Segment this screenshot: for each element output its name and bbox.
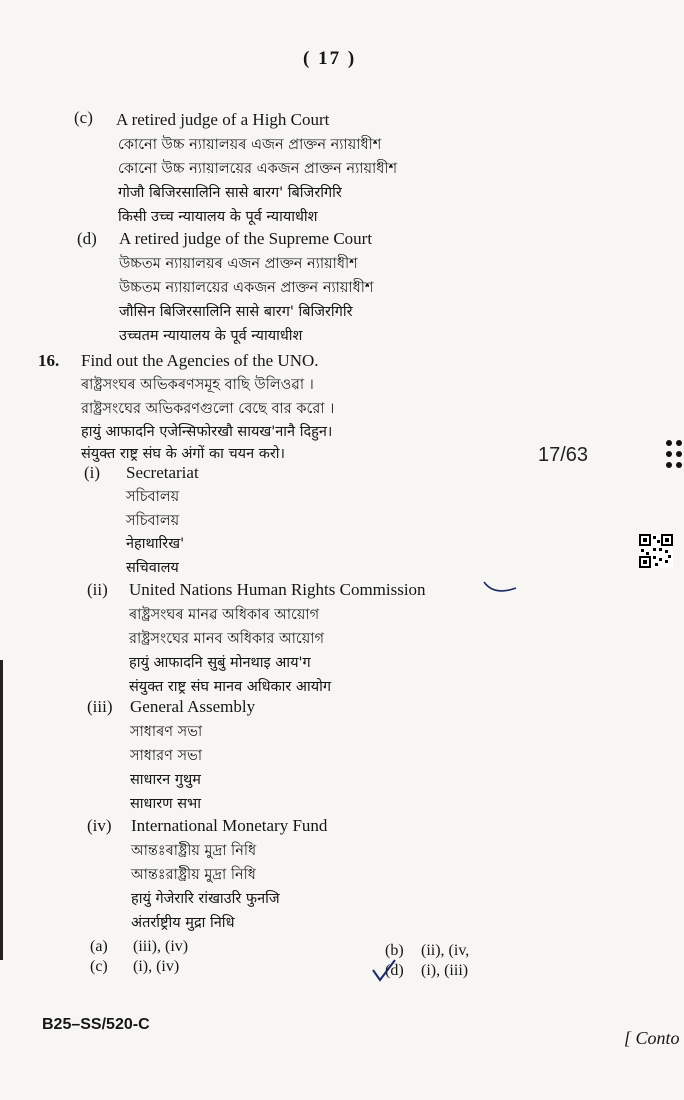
option-d-line: উচ্চতম ন্যায়ালয়ের একজন প্রাক্তন ন্যায়াধীশ xyxy=(119,280,374,296)
item-line: সচিবালয় xyxy=(126,513,180,529)
item-line: साधारण सभा xyxy=(130,796,202,812)
qr-code-icon[interactable] xyxy=(639,534,673,568)
option-d-english: A retired judge of the Supreme Court xyxy=(119,229,373,248)
option-c-line: गोजौ बिजिरसालिनि सासे बारग' बिजिरगिरि xyxy=(118,185,342,201)
item-line: ৰাষ্ট্ৰসংঘৰ মানৱ অধিকাৰ আয়োগ xyxy=(129,607,320,623)
answer-text: (ii), (iv, xyxy=(421,942,470,959)
continued-note: [ Conto xyxy=(624,1028,680,1048)
option-c-line: किसी उच्च न्यायालय के पूर्व न्यायाधीश xyxy=(118,209,318,225)
item-line: আন্তঃরাষ্ট্রীয় মুদ্রা নিধি xyxy=(131,867,256,883)
item-english: International Monetary Fund xyxy=(131,816,328,835)
answer-text: (i), (iii) xyxy=(421,962,469,979)
page-number: ( 17 ) xyxy=(303,48,357,69)
option-d-line: উচ্চতম ন্যায়ালয়ৰ এজন প্ৰাক্তন ন্যায়াধীশ xyxy=(119,256,358,272)
item-label: (iii) xyxy=(87,697,113,716)
option-c-label: (c) xyxy=(74,108,93,127)
item-line: हायुं आफादनि सुबुं मोनथाइ आय'ग xyxy=(129,655,311,671)
question-number: 16. xyxy=(38,351,60,370)
item-line: আন্তঃৰাষ্ট্ৰীয় মুদ্ৰা নিধি xyxy=(131,843,257,859)
answer-label: (d) xyxy=(385,962,404,979)
answer-label: (b) xyxy=(385,942,404,959)
item-label: (ii) xyxy=(87,580,108,599)
option-d-line: उच्चतम न्यायालय के पूर्व न्यायाधीश xyxy=(119,328,303,344)
item-line: संयुक्त राष्ट्र संघ मानव अधिकार आयोग xyxy=(129,679,332,695)
item-label: (iv) xyxy=(87,816,112,835)
answer-label: (a) xyxy=(90,938,108,955)
item-english: Secretariat xyxy=(126,463,199,482)
item-line: सचिवालय xyxy=(126,560,179,576)
checkmark-icon xyxy=(371,958,397,982)
paper-code: B25–SS/520-C xyxy=(42,1016,150,1033)
item-english: General Assembly xyxy=(130,697,256,716)
question-line: संयुक्त राष्ट्र संघ के अंगों का चयन करो। xyxy=(81,446,286,462)
item-line: हायुं गेजेरारि रांखाउरि फुनजि xyxy=(131,891,280,907)
item-line: साधारन गुथुम xyxy=(130,772,201,788)
option-c-line: কোনো উচ্চ ন্যায়ালয়ৰ এজন প্ৰাক্তন ন্যায়াধীশ xyxy=(118,137,382,153)
option-d-line: जौसिन बिजिरसालिनि सासे बारग' बिजिरगिरि xyxy=(119,304,353,320)
item-line: नेहाथारिख' xyxy=(126,536,185,552)
item-line: সাধারণ সভা xyxy=(130,748,203,764)
page-edge-shadow xyxy=(0,660,3,960)
item-english: United Nations Human Rights Commission xyxy=(129,580,426,599)
option-d-label: (d) xyxy=(77,229,97,248)
question-line: রাষ্ট্রসংঘের অভিকরণগুলো বেছে বার করো । xyxy=(81,401,335,417)
item-label: (i) xyxy=(84,463,101,482)
answer-text: (iii), (iv) xyxy=(133,938,189,955)
item-line: সাধাৰণ সভা xyxy=(130,724,203,740)
question-line: हायुं आफादनि एजेन्सिफोरखौ सायख'नानै दिहुन। xyxy=(81,424,333,440)
pen-mark-icon xyxy=(480,578,520,600)
question-line: ৰাষ্ট্ৰসংঘৰ অভিকৰণসমূহ বাছি উলিওৱা । xyxy=(81,377,314,393)
option-c-line: কোনো উচ্চ ন্যায়ালয়ের একজন প্রাক্তন ন্যায়াধীশ xyxy=(118,161,398,177)
item-line: अंतर्राष्ट्रीय मुद्रा निधि xyxy=(131,915,235,931)
answer-text: (i), (iv) xyxy=(133,958,180,975)
item-line: রাষ্ট্রসংঘের মানব অধিকার আয়োগ xyxy=(129,631,324,647)
question-english: Find out the Agencies of the UNO. xyxy=(81,351,319,370)
pdf-page-indicator: 17/63 xyxy=(538,444,589,466)
option-c-english: A retired judge of a High Court xyxy=(116,110,330,129)
more-options-icon[interactable] xyxy=(666,440,684,470)
item-line: সচিবালয় xyxy=(126,489,180,505)
answer-label: (c) xyxy=(90,958,108,975)
